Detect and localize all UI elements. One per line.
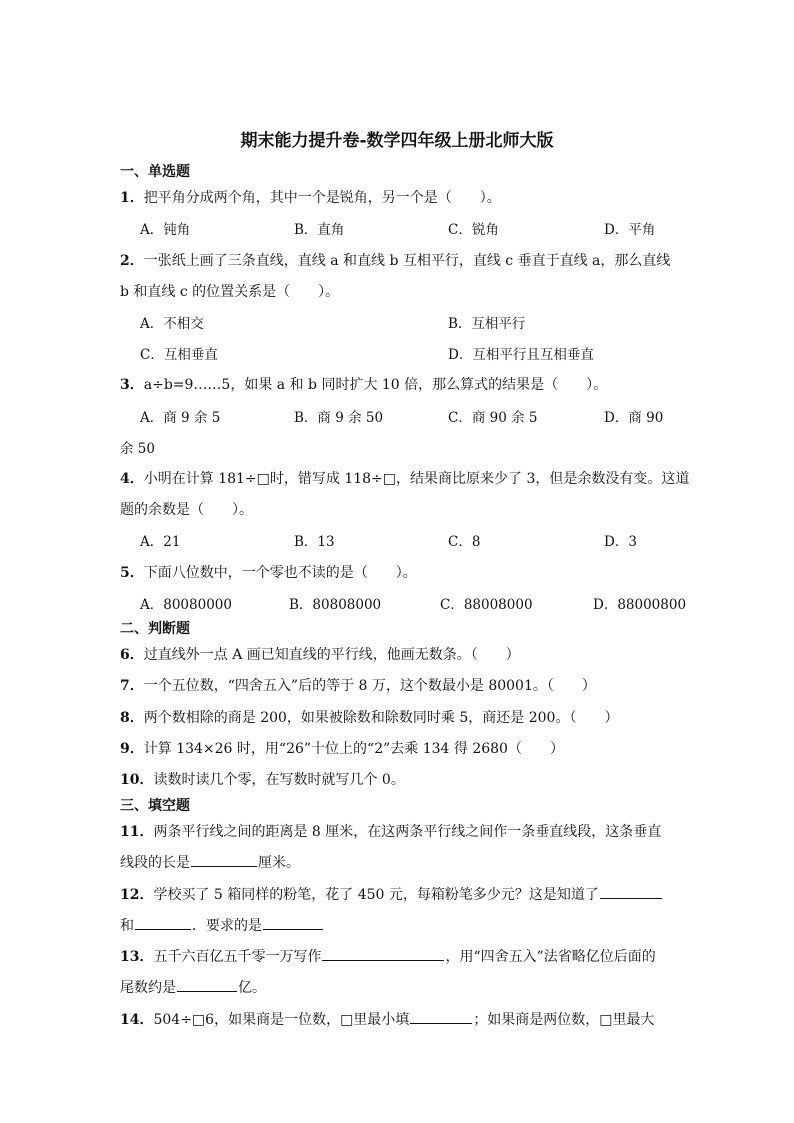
question-13: [120, 946, 656, 966]
question-text: 厘米。: [258, 855, 300, 871]
question-number: 1．: [120, 190, 144, 206]
question-11-cont: [120, 852, 300, 872]
question-4: [120, 468, 689, 488]
question-number: 12．: [120, 887, 154, 903]
question-8: [120, 707, 618, 727]
question-number: 9．: [120, 741, 144, 757]
question-text: 亿。: [238, 980, 266, 996]
answer-blank[interactable]: [135, 915, 191, 930]
question-text: 线段的长是: [120, 855, 190, 871]
q3-option-c: C．商 90 余 5: [448, 410, 538, 426]
q5-option-b: B．80808000: [289, 597, 382, 613]
question-number: 5．: [120, 565, 144, 581]
answer-blank[interactable]: [600, 884, 662, 899]
question-number: 13．: [120, 949, 154, 965]
question-text: 504÷□6，如果商是一位数，□里最小填: [153, 1012, 410, 1028]
question-text: 下面八位数中，一个零也不读的是（ ）。: [143, 565, 417, 581]
question-text: 读数时读几个零，在写数时就写几个 0。: [153, 772, 405, 788]
q2-option-c: C．互相垂直: [140, 347, 218, 363]
question-9: [120, 738, 564, 758]
q5-option-d: D．88000800: [593, 597, 687, 613]
answer-blank[interactable]: [177, 977, 237, 992]
question-2: [120, 250, 670, 270]
question-5: [120, 562, 417, 582]
q3-option-a: A．商 9 余 5: [140, 410, 221, 426]
question-text: ．要求的是: [192, 918, 262, 934]
question-text: 过直线外一点 A 画已知直线的平行线，他画无数条。（ ）: [143, 647, 520, 663]
page-title: 期末能力提升卷-数学四年级上册北师大版: [240, 131, 554, 151]
question-text: 学校买了 5 箱同样的粉笔，花了 450 元，每箱粉笔多少元？这是知道了: [153, 887, 599, 903]
q3-option-b: B．商 9 余 50: [294, 410, 384, 426]
q1-option-c: C．锐角: [448, 222, 499, 238]
question-14: [120, 1009, 655, 1029]
question-text: 两条平行线之间的距离是 8 厘米，在这两条平行线之间作一条垂直线段，这条垂直: [153, 824, 662, 840]
q3-option-d: D．商 90: [604, 410, 664, 426]
question-number: 4．: [120, 471, 144, 487]
question-4-cont: 题的余数是（ ）。: [120, 502, 253, 518]
q3-option-d-wrap: 余 50: [120, 441, 155, 457]
q1-option-a: A．钝角: [140, 222, 191, 238]
question-text: 一张纸上画了三条直线，直线 a 和直线 b 互相平行，直线 c 垂直于直线 a，那么直线: [143, 253, 671, 269]
section-heading-fill-blank: 三、填空题: [120, 798, 190, 814]
question-text: 小明在计算 181÷□时，错写成 118÷□，结果商比原来少了 3，但是余数没有变。这道: [143, 471, 690, 487]
question-6: [120, 644, 520, 664]
question-text: 和: [120, 918, 134, 934]
question-13-cont: [120, 977, 266, 997]
question-text: 计算 134×26 时，用“26”十位上的“2”去乘 134 得 2680（ ）: [143, 741, 564, 757]
answer-blank[interactable]: [263, 915, 323, 930]
question-number: 10．: [120, 772, 154, 788]
q4-option-d: D．3: [604, 534, 637, 550]
question-text: ；如果商是两位数，□里最大: [473, 1012, 655, 1028]
question-text: 一个五位数，“四舍五入”后的等于 8 万，这个数最小是 80001。（ ）: [143, 678, 596, 694]
question-text: 两个数相除的商是 200，如果被除数和除数同时乘 5，商还是 200。（ ）: [143, 710, 619, 726]
question-10: [120, 769, 405, 789]
question-3: [120, 374, 607, 394]
answer-blank[interactable]: [410, 1009, 472, 1024]
question-1: [120, 187, 501, 207]
q5-option-a: A．80080000: [140, 597, 232, 613]
question-number: 6．: [120, 647, 144, 663]
q4-option-a: A．21: [140, 534, 181, 550]
question-text: 把平角分成两个角，其中一个是锐角，另一个是（ ）。: [143, 190, 501, 206]
question-number: 7．: [120, 678, 144, 694]
question-12-cont: [120, 915, 324, 935]
question-number: 2．: [120, 253, 144, 269]
q2-option-a: A．不相交: [140, 316, 204, 332]
section-heading-single-choice: 一、单选题: [120, 164, 190, 180]
q5-option-c: C．88008000: [440, 597, 533, 613]
question-number: 14．: [120, 1012, 154, 1028]
answer-blank[interactable]: [191, 852, 257, 867]
question-number: 3．: [120, 377, 144, 393]
q4-option-b: B．13: [294, 534, 335, 550]
question-11: [120, 821, 661, 841]
question-12: [120, 884, 663, 904]
question-text: 五千六百亿五千零一万写作: [153, 949, 322, 965]
question-2-cont: b 和直线 c 的位置关系是（ ）。: [120, 284, 340, 300]
question-number: 8．: [120, 710, 144, 726]
question-text: a÷b=9……5，如果 a 和 b 同时扩大 10 倍，那么算式的结果是（ ）。: [143, 377, 608, 393]
question-text: 尾数约是: [120, 980, 176, 996]
q2-option-d: D．互相平行且互相垂直: [448, 347, 594, 363]
section-heading-true-false: 二、判断题: [120, 621, 190, 637]
q2-option-b: B．互相平行: [448, 316, 526, 332]
question-text: ，用“四舍五入”法省略亿位后面的: [445, 949, 656, 965]
question-7: [120, 675, 596, 695]
answer-blank[interactable]: [322, 946, 444, 961]
q1-option-d: D．平角: [604, 222, 656, 238]
q4-option-c: C．8: [448, 534, 481, 550]
question-number: 11．: [120, 824, 154, 840]
q1-option-b: B．直角: [294, 222, 345, 238]
